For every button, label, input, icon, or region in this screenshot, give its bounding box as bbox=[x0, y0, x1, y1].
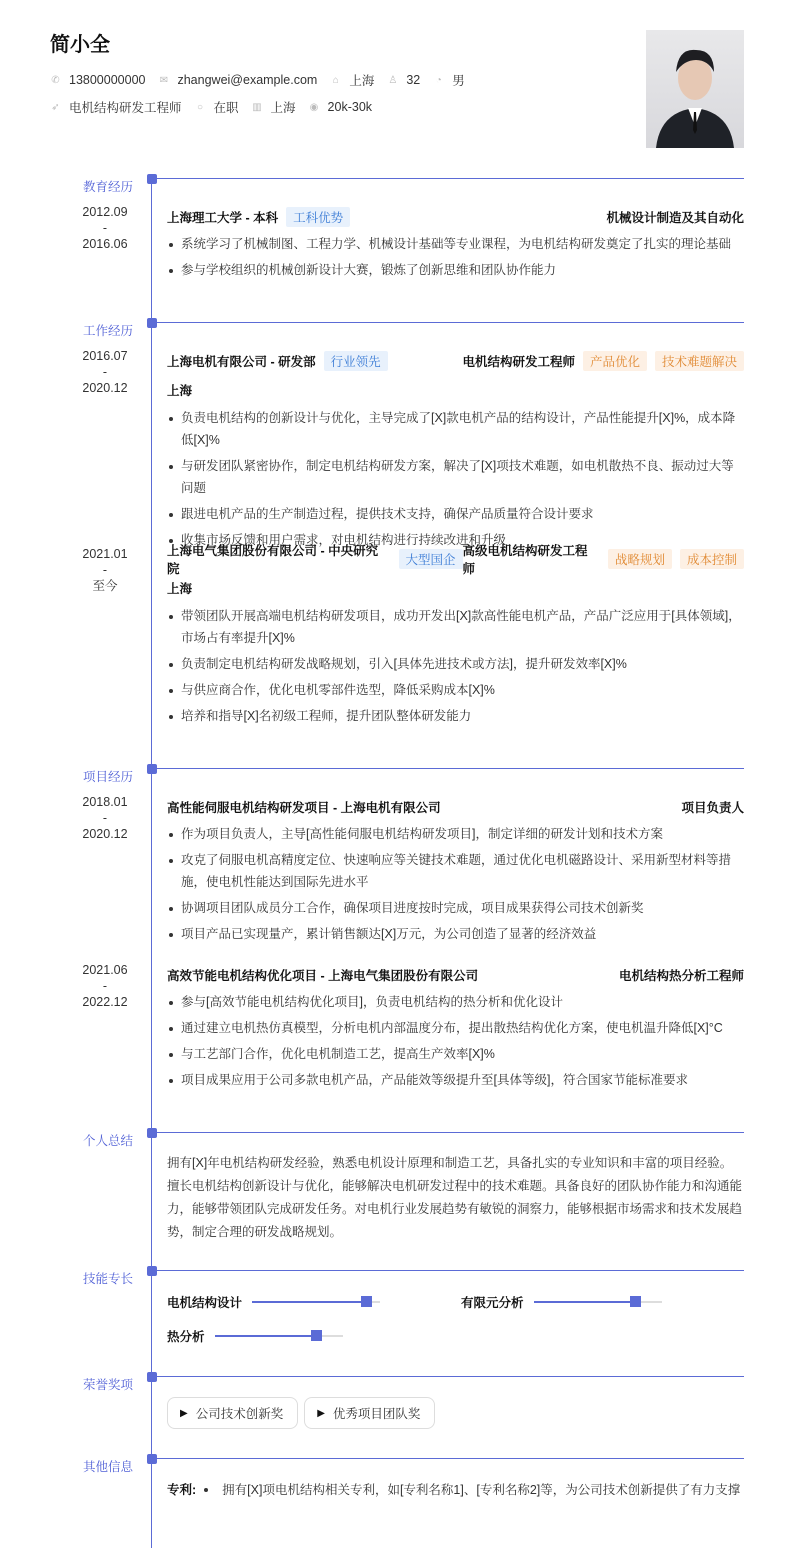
status: 在职 bbox=[213, 101, 239, 115]
education-entry bbox=[167, 207, 744, 285]
section-summary bbox=[0, 1132, 794, 1146]
section-title: 其他信息 bbox=[83, 1460, 134, 1474]
status-icon: ○ bbox=[196, 101, 204, 113]
send-icon: ➶ bbox=[51, 101, 60, 113]
bullet: 参与学校组织的机械创新设计大赛，锻炼了创新思维和团队协作能力 bbox=[167, 259, 744, 281]
skill-name: 有限元分析 bbox=[461, 1296, 524, 1310]
tag: 行业领先 bbox=[324, 351, 388, 371]
project-name: 高效节能电机结构优化项目 - 上海电气集团股份有限公司 bbox=[167, 969, 479, 983]
home-icon: ⌂ bbox=[332, 74, 339, 86]
bullet: 参与[高效节能电机结构优化项目]，负责电机结构的热分析和优化设计 bbox=[167, 991, 744, 1013]
salary: 20k-30k bbox=[327, 100, 373, 114]
work-date: 2016.07 - 2020.12 bbox=[82, 349, 128, 395]
work-entry bbox=[167, 544, 744, 731]
patent-label: 专利: bbox=[167, 1483, 197, 1497]
section-divider bbox=[152, 178, 744, 179]
bullet: 项目产品已实现量产，累计销售额达[X]万元，为公司创造了显著的经济效益 bbox=[167, 923, 744, 945]
bullet: 与供应商合作，优化电机零部件选型，降低采购成本[X]% bbox=[167, 679, 744, 701]
role: 电机结构研发工程师 bbox=[462, 355, 575, 369]
project-name: 高性能伺服电机结构研发项目 - 上海电机有限公司 bbox=[167, 801, 441, 815]
award-item[interactable] bbox=[167, 1397, 298, 1429]
section-divider bbox=[152, 768, 744, 769]
building-icon: ▥ bbox=[252, 101, 262, 113]
edu-date: 2012.09 - 2016.06 bbox=[82, 205, 128, 251]
section-title: 项目经历 bbox=[83, 770, 134, 784]
section-other bbox=[0, 1458, 794, 1472]
position: 电机结构研发工程师 bbox=[69, 101, 182, 115]
timeline-dot bbox=[147, 1128, 157, 1138]
age: 32 bbox=[406, 73, 421, 87]
section-skills bbox=[0, 1270, 794, 1284]
bullet: 负责电机结构的创新设计与优化，主导完成了[X]款电机产品的结构设计，产品性能提升[X]%，成本降低[X]% bbox=[167, 407, 744, 451]
section-work bbox=[0, 322, 794, 336]
intent-row bbox=[50, 98, 385, 116]
skill-item bbox=[461, 1293, 662, 1311]
section-awards bbox=[0, 1376, 794, 1390]
timeline-dot bbox=[147, 318, 157, 328]
tag: 工科优势 bbox=[286, 207, 350, 227]
role: 电机结构热分析工程师 bbox=[618, 969, 744, 983]
patent-text bbox=[202, 1481, 740, 1499]
salary-icon: ◉ bbox=[309, 101, 319, 113]
bullet: 攻克了伺服电机高精度定位、快速响应等关键技术难题，通过优化电机磁路设计、采用新型材料等措施，使电机性能达到国际先进水平 bbox=[167, 849, 744, 893]
city: 上海 bbox=[349, 74, 375, 88]
section-divider bbox=[152, 1376, 744, 1377]
bullet: 与工艺部门合作，优化电机制造工艺，提高生产效率[X]% bbox=[167, 1043, 744, 1065]
bullet: 协调项目团队成员分工合作，确保项目进度按时完成，项目成果获得公司技术创新奖 bbox=[167, 897, 744, 919]
patent-desc: 拥有[X]项电机结构相关专利，如[专利名称1]、[专利名称2]等，为公司技术创新提供了有力支撑 bbox=[222, 1483, 741, 1497]
bullet: 负责制定电机结构研发战略规划，引入[具体先进技术或方法]，提升研发效率[X]% bbox=[167, 653, 744, 675]
location: 上海 bbox=[167, 582, 193, 596]
timeline-dot bbox=[147, 174, 157, 184]
section-title: 工作经历 bbox=[83, 324, 134, 338]
timeline-line bbox=[151, 178, 152, 1548]
target-city: 上海 bbox=[270, 101, 296, 115]
company: 上海电气集团股份有限公司 - 中央研究院 bbox=[167, 544, 379, 576]
awards-list bbox=[167, 1397, 441, 1429]
avatar-photo bbox=[646, 30, 744, 148]
tag: 技术难题解决 bbox=[655, 351, 744, 371]
award-label: 公司技术创新奖 bbox=[195, 1407, 284, 1421]
section-projects bbox=[0, 768, 794, 782]
tag: 产品优化 bbox=[583, 351, 647, 371]
school: 上海理工大学 - 本科 bbox=[167, 211, 279, 225]
location: 上海 bbox=[167, 384, 193, 398]
bullet: 系统学习了机械制图、工程力学、机械设计基础等专业课程，为电机结构研发奠定了扎实的理论基础 bbox=[167, 233, 744, 255]
project-date: 2021.06 - 2022.12 bbox=[82, 963, 128, 1009]
candidate-name: 简小全 bbox=[50, 34, 110, 56]
section-education bbox=[0, 178, 794, 192]
work-date: 2021.01 - 至今 bbox=[82, 547, 128, 593]
bullet: 通过建立电机热仿真模型，分析电机内部温度分布，提出散热结构优化方案，使电机温升降低[X]°C bbox=[167, 1017, 744, 1039]
summary-text: 拥有[X]年电机结构研发经验，熟悉电机设计原理和制造工艺，具备扎实的专业知识和丰富的项目经验。擅长电机结构创新设计与优化，能够解决电机研发过程中的技术难题。具备良好的团队协作能力和沟通能力，能够带领团队完成研发任务。对电机行业发展趋势有敏锐的洞察力，能够根据市场需求和技术发展趋势，制定合理的研发战略规划。 bbox=[167, 1156, 743, 1239]
project-date: 2018.01 - 2020.12 bbox=[82, 795, 128, 841]
work-entry bbox=[167, 351, 744, 555]
gender-icon: ◔ bbox=[435, 74, 442, 86]
contact-row bbox=[50, 71, 478, 89]
skill-bar bbox=[215, 1335, 343, 1337]
skill-name: 电机结构设计 bbox=[167, 1296, 243, 1310]
skill-item bbox=[167, 1327, 343, 1345]
section-title: 技能专长 bbox=[83, 1272, 134, 1286]
timeline-dot bbox=[147, 1454, 157, 1464]
timeline-dot bbox=[147, 764, 157, 774]
section-title: 个人总结 bbox=[83, 1134, 134, 1148]
skill-bar bbox=[534, 1301, 662, 1303]
section-title: 教育经历 bbox=[83, 180, 134, 194]
bullet: 跟进电机产品的生产制造过程，提供技术支持，确保产品质量符合设计要求 bbox=[167, 503, 744, 525]
major: 机械设计制造及其自动化 bbox=[606, 211, 744, 225]
section-divider bbox=[152, 1270, 744, 1271]
project-entry bbox=[167, 797, 744, 949]
phone: 13800000000 bbox=[69, 73, 146, 87]
bullet: 作为项目负责人，主导[高性能伺服电机结构研发项目]，制定详细的研发计划和技术方案 bbox=[167, 823, 744, 845]
age-icon: ♙ bbox=[388, 74, 398, 86]
tag: 成本控制 bbox=[680, 549, 744, 569]
company: 上海电机有限公司 - 研发部 bbox=[167, 355, 316, 369]
skill-name: 热分析 bbox=[167, 1330, 205, 1344]
timeline-dot bbox=[147, 1266, 157, 1276]
play-icon: ▶ bbox=[317, 1407, 325, 1419]
skill-bar bbox=[252, 1301, 380, 1303]
phone-icon: ✆ bbox=[51, 74, 60, 86]
tag: 战略规划 bbox=[608, 549, 672, 569]
play-icon: ▶ bbox=[180, 1407, 188, 1419]
role: 项目负责人 bbox=[681, 801, 744, 815]
timeline-dot bbox=[147, 1372, 157, 1382]
bullet: 收集市场反馈和用户需求，对电机结构进行持续改进和升级 bbox=[167, 529, 744, 551]
bullet: 带领团队开展高端电机结构研发项目，成功开发出[X]款高性能电机产品，产品广泛应用于[具体领域]，市场占有率提升[X]% bbox=[167, 605, 744, 649]
gender: 男 bbox=[452, 74, 465, 88]
bullet: 培养和指导[X]名初级工程师，提升团队整体研发能力 bbox=[167, 705, 744, 727]
section-title: 荣誉奖项 bbox=[83, 1378, 134, 1392]
section-divider bbox=[152, 1132, 744, 1133]
project-entry bbox=[167, 965, 744, 1095]
section-divider bbox=[152, 322, 744, 323]
award-item[interactable] bbox=[304, 1397, 435, 1429]
role: 高级电机结构研发工程师 bbox=[462, 544, 588, 576]
patent-row bbox=[167, 1481, 740, 1499]
mail-icon: ✉ bbox=[159, 74, 169, 86]
skill-item bbox=[167, 1293, 380, 1311]
award-label: 优秀项目团队奖 bbox=[332, 1407, 421, 1421]
email: zhangwei@example.com bbox=[177, 73, 318, 87]
bullet: 项目成果应用于公司多款电机产品，产品能效等级提升至[具体等级]，符合国家节能标准要求 bbox=[167, 1069, 744, 1091]
tag: 大型国企 bbox=[399, 549, 463, 569]
section-divider bbox=[152, 1458, 744, 1459]
bullet: 与研发团队紧密协作，制定电机结构研发方案，解决了[X]项技术难题，如电机散热不良、振动过大等问题 bbox=[167, 455, 744, 499]
